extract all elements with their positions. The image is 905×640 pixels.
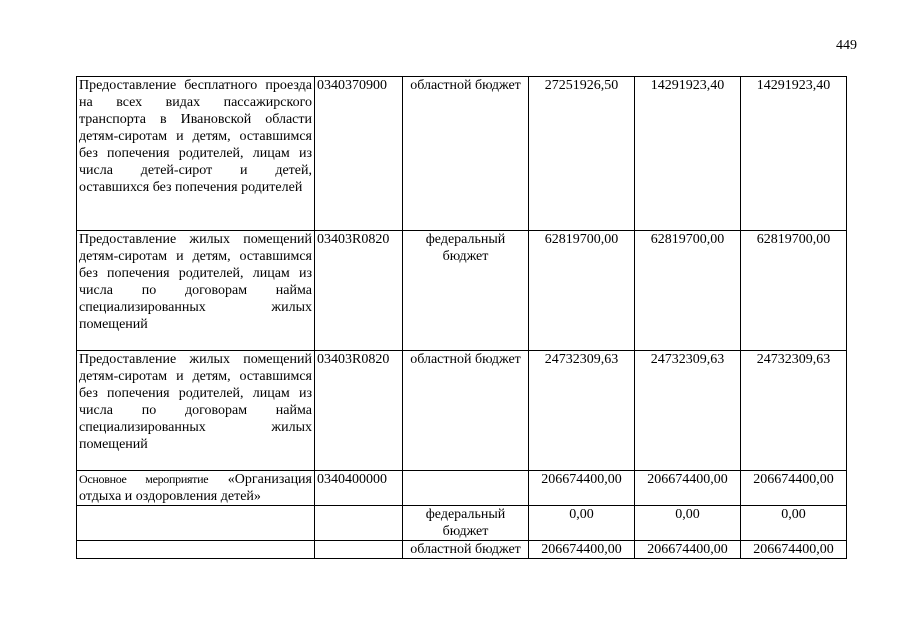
measure-name: Предоставление жилых помещений детям-сиротам и детям, оставшимся без попечения родителей, лицам из числа по договорам найма специализированных жилых помещений <box>77 231 315 351</box>
table-row <box>77 506 847 541</box>
table-row <box>77 231 847 351</box>
budget-code: 03403R0820 <box>315 231 403 351</box>
funding-source: областной бюджет <box>403 541 529 559</box>
amount-year-3: 24732309,63 <box>741 351 847 471</box>
funding-source: областной бюджет <box>403 77 529 231</box>
measure-name <box>77 541 315 559</box>
table-row <box>77 541 847 559</box>
measure-name-lead: Основное мероприятие <box>79 472 209 486</box>
funding-source: федеральный бюджет <box>403 506 529 541</box>
amount-year-2: 0,00 <box>635 506 741 541</box>
table-row <box>77 77 847 231</box>
table-row <box>77 351 847 471</box>
amount-year-1: 62819700,00 <box>529 231 635 351</box>
measure-name <box>77 471 315 506</box>
budget-code <box>315 541 403 559</box>
amount-year-1: 27251926,50 <box>529 77 635 231</box>
measure-name <box>77 506 315 541</box>
measure-name-rest: «Организация отдыха и оздоровления детей» <box>79 472 312 504</box>
amount-year-3: 0,00 <box>741 506 847 541</box>
amount-year-1: 24732309,63 <box>529 351 635 471</box>
amount-year-3: 206674400,00 <box>741 471 847 506</box>
amount-year-1: 206674400,00 <box>529 541 635 559</box>
amount-year-2: 206674400,00 <box>635 541 741 559</box>
amount-year-3: 206674400,00 <box>741 541 847 559</box>
budget-code: 0340370900 <box>315 77 403 231</box>
budget-code: 03403R0820 <box>315 351 403 471</box>
amount-year-1: 0,00 <box>529 506 635 541</box>
funding-source <box>403 471 529 506</box>
amount-year-1: 206674400,00 <box>529 471 635 506</box>
page-number: 449 <box>836 38 857 53</box>
measure-name: Предоставление жилых помещений детям-сиротам и детям, оставшимся без попечения родителей, лицам из числа по договорам найма специализированных жилых помещений <box>77 351 315 471</box>
amount-year-2: 14291923,40 <box>635 77 741 231</box>
budget-code <box>315 506 403 541</box>
amount-year-2: 206674400,00 <box>635 471 741 506</box>
budget-table <box>76 76 847 559</box>
amount-year-2: 24732309,63 <box>635 351 741 471</box>
funding-source: областной бюджет <box>403 351 529 471</box>
amount-year-2: 62819700,00 <box>635 231 741 351</box>
budget-code: 0340400000 <box>315 471 403 506</box>
amount-year-3: 14291923,40 <box>741 77 847 231</box>
measure-name: Предоставление бесплатного проезда на всех видах пассажирского транспорта в Ивановской области детям-сиротам и детям, оставшимся без попечения родителей, лицам из числа детей-сирот и детей, оставшихся без попечения родителей <box>77 77 315 231</box>
table-row <box>77 471 847 506</box>
amount-year-3: 62819700,00 <box>741 231 847 351</box>
funding-source: федеральный бюджет <box>403 231 529 351</box>
